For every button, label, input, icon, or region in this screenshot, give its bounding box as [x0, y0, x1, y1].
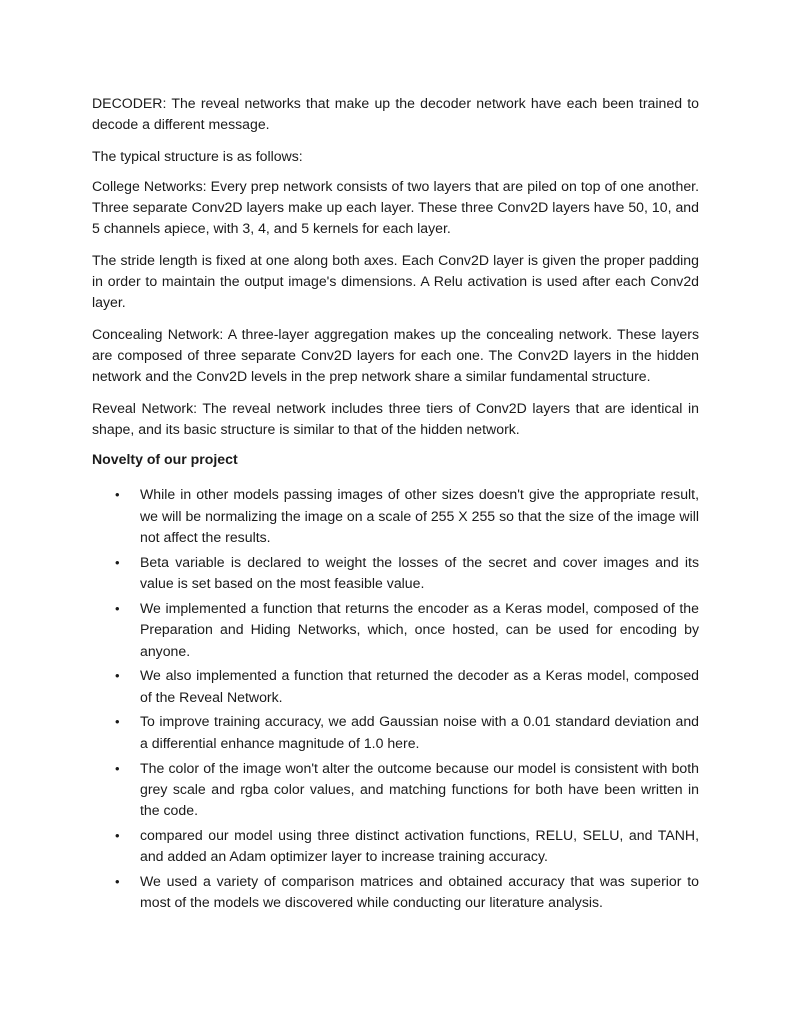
bullet-icon: • — [115, 600, 120, 616]
paragraph-typical-structure: The typical structure is as follows: — [92, 147, 303, 164]
list-item-text: Beta variable is declared to weight the losses of the secret and cover images and its value is set based on the most feasible value. — [140, 553, 699, 592]
bullet-icon: • — [115, 668, 120, 684]
list-item-text: We used a variety of comparison matrices and obtained accuracy that was superior to most of the models we discovered while conducting our literature analysis. — [140, 873, 699, 911]
list-item-text: While in other models passing images of other sizes doesn't give the appropriate result, we will be normalizing the image on a scale of 255 X 255 so that the size of the image will not affect the results. — [140, 486, 699, 546]
list-item-text: To improve training accuracy, we add Gaussian noise with a 0.01 standard deviation and a differential enhance magnitude of 1.0 here. — [140, 713, 699, 751]
bullet-icon: • — [115, 487, 120, 503]
list-item-text: compared our model using three distinct activation functions, RELU, SELU, and TANH, and added an Adam optimizer layer to increase training accuracy. — [140, 826, 699, 865]
list-item — [92, 552, 699, 595]
list-item-text: We implemented a function that returns the encoder as a Keras model, composed of the Preparation and Hiding Networks, which, once hosted, can be used for encoding by anyone. — [140, 599, 699, 659]
bullet-icon: • — [115, 554, 120, 570]
list-item — [92, 598, 699, 662]
list-item — [92, 758, 699, 822]
list-item — [92, 665, 699, 708]
bullet-icon: • — [115, 874, 120, 889]
novelty-heading: Novelty of our project — [92, 451, 238, 468]
novelty-list — [92, 484, 699, 913]
list-item-text: The color of the image won't alter the outcome because our model is consistent with both grey scale and rgba color values, and matching functions for both have been written in the code. — [140, 759, 699, 819]
paragraph-college-networks: College Networks: Every prep network consists of two layers that are piled on top of one another. Three separate Conv2D layers make up each layer. These three Conv2D layers have 50, 10, and 5 channels apiece, with 3, 4, and 5 kernels for each layer. — [92, 177, 699, 237]
paragraph-reveal-network: Reveal Network: The reveal network includes three tiers of Conv2D layers that are identical in shape, and its basic structure is similar to that of the hidden network. — [92, 399, 699, 437]
list-item-text: We also implemented a function that returned the decoder as a Keras model, composed of the Reveal Network. — [140, 667, 699, 705]
list-item — [92, 484, 699, 548]
document-page — [92, 93, 699, 917]
paragraph-stride-length: The stride length is fixed at one along both axes. Each Conv2D layer is given the proper padding in order to maintain the output image's dimensions. A Relu activation is used after each Conv2d layer. — [92, 251, 699, 311]
list-item — [92, 871, 699, 914]
bullet-icon: • — [115, 714, 120, 730]
list-item — [92, 711, 699, 754]
list-item — [92, 825, 699, 868]
paragraph-decoder: DECODER: The reveal networks that make up the decoder network have each been trained to decode a different message. — [92, 95, 699, 133]
bullet-icon: • — [115, 760, 120, 776]
paragraph-concealing-network: Concealing Network: A three-layer aggregation makes up the concealing network. These layers are composed of three separate Conv2D layers for each one. The Conv2D layers in the hidden network and the Conv2D levels in the prep network share a similar fundamental structure. — [92, 325, 699, 385]
bullet-icon: • — [115, 827, 120, 843]
